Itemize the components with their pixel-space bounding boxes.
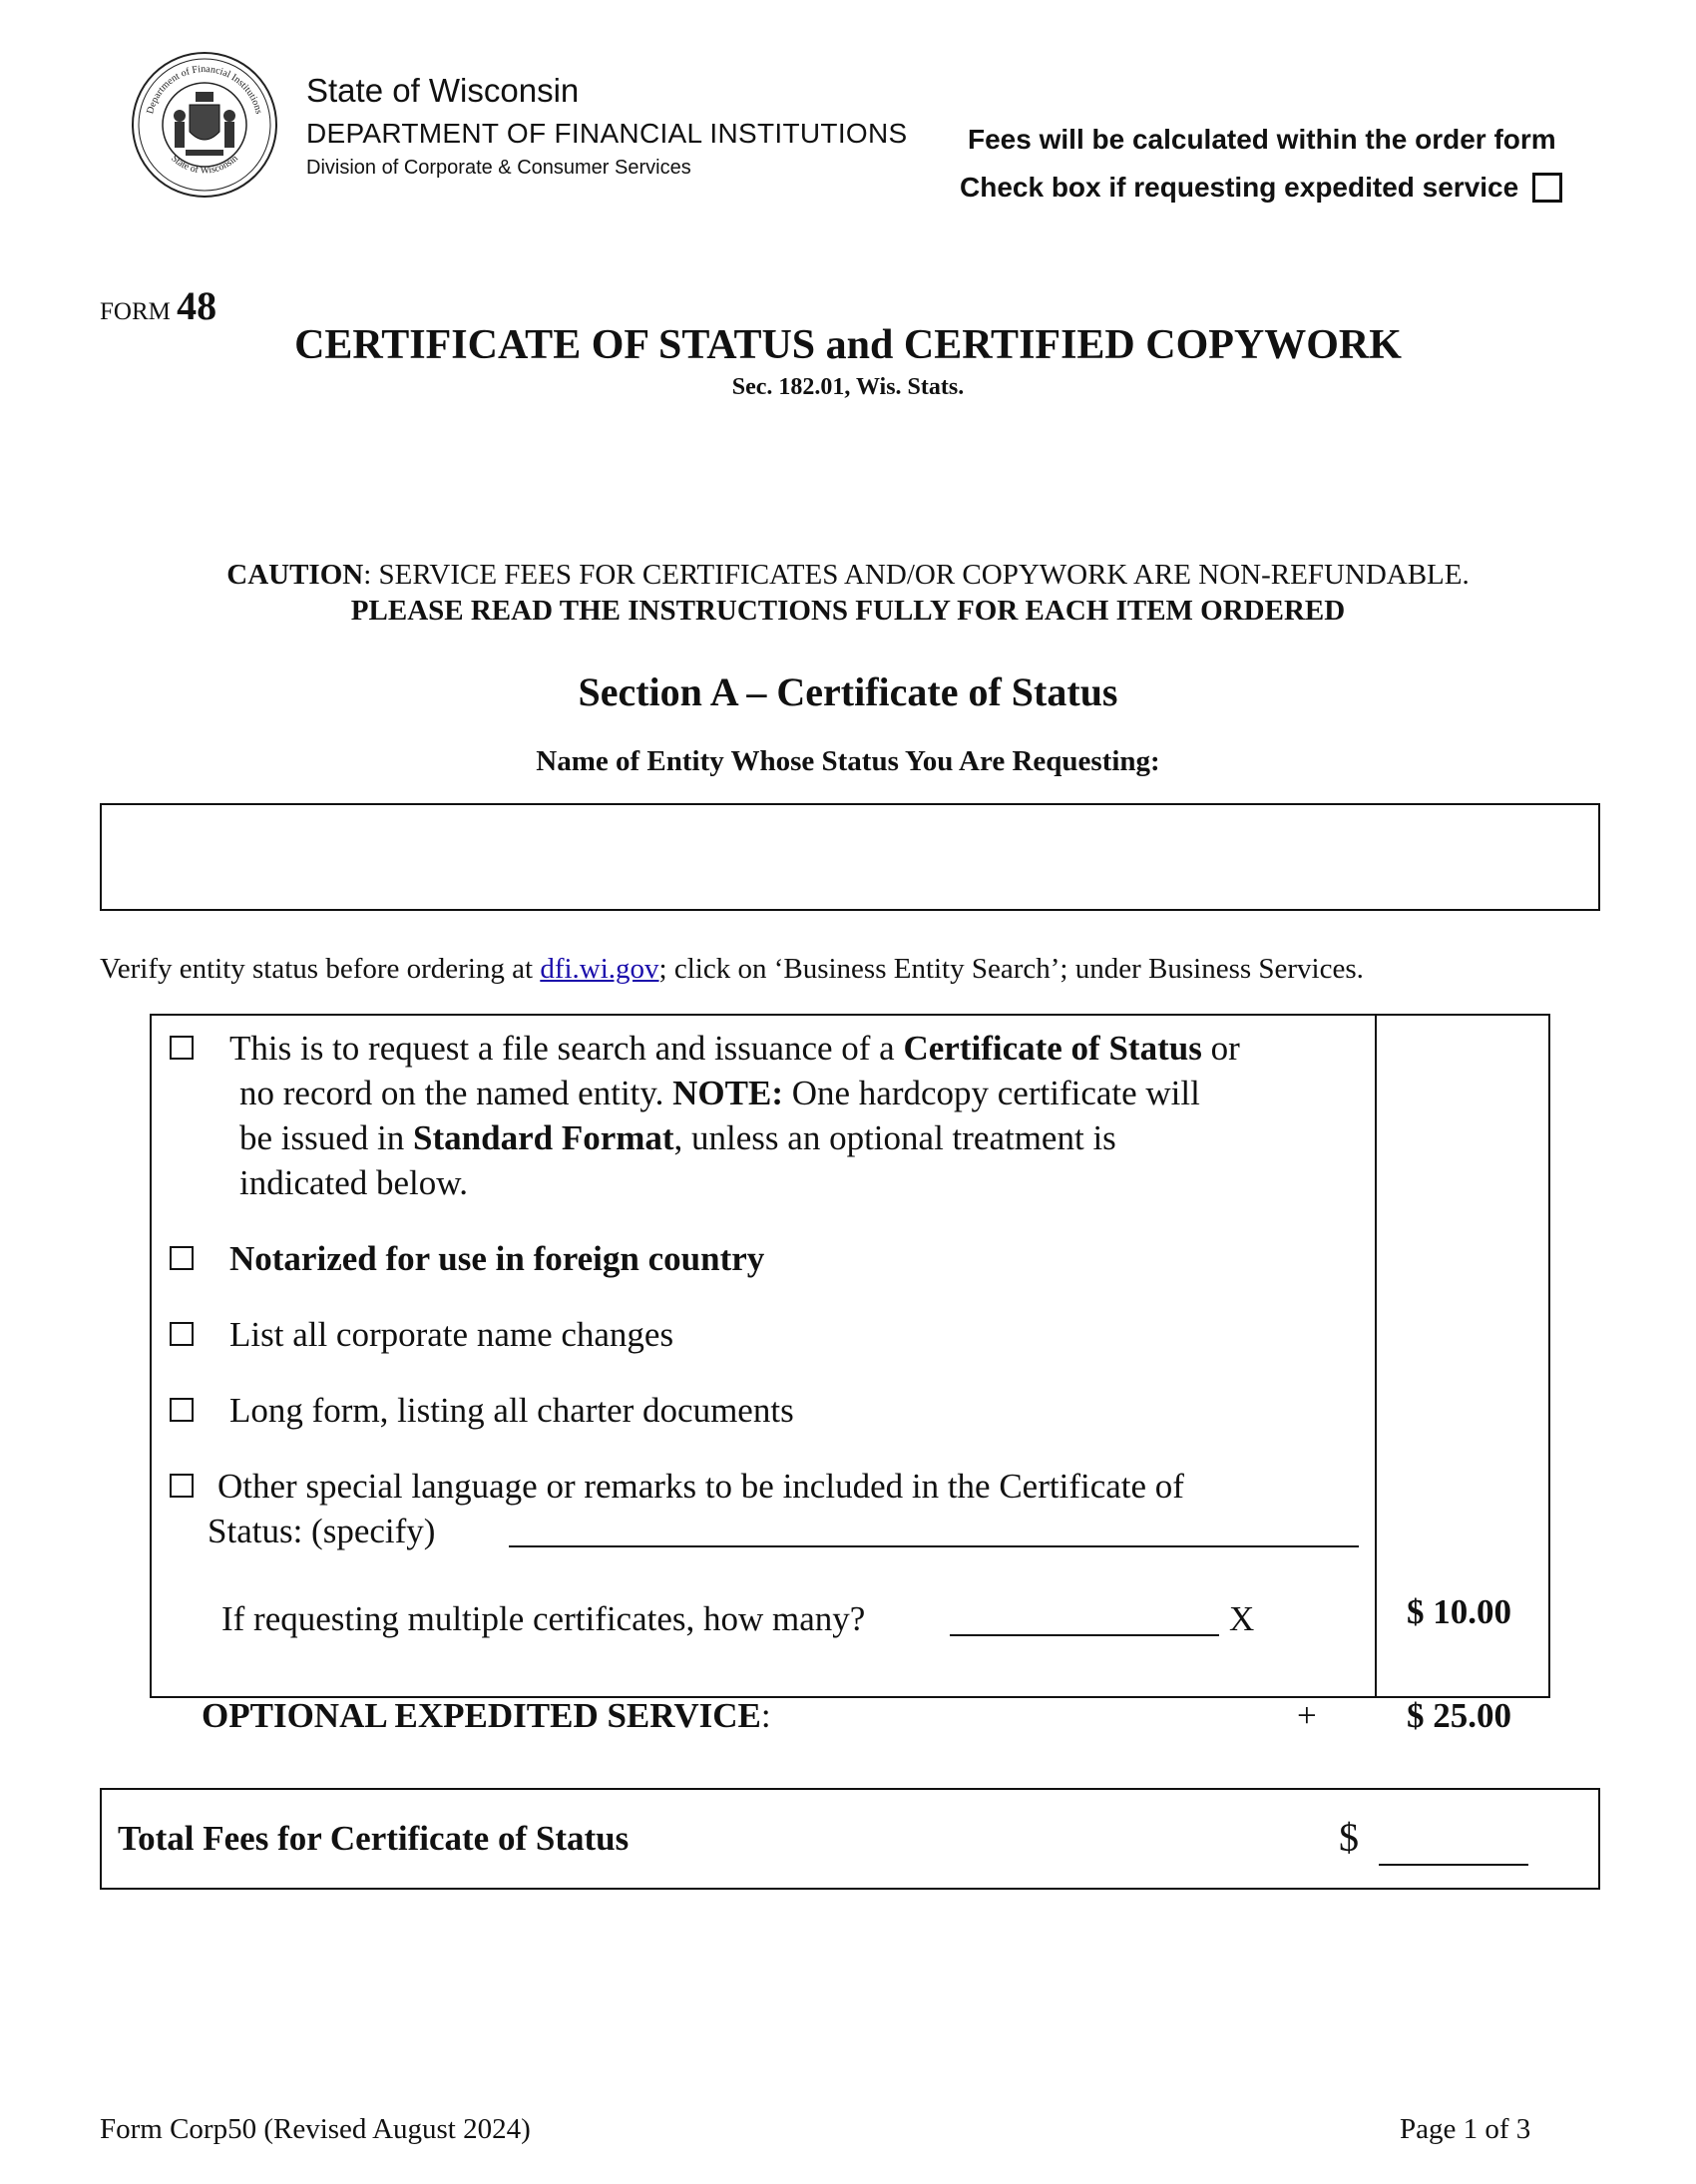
agency-department-name: DEPARTMENT OF FINANCIAL INSTITUTIONS bbox=[306, 118, 908, 149]
certificate-request-line2 bbox=[239, 1071, 1200, 1115]
note-label: NOTE: bbox=[672, 1074, 783, 1112]
expedited-fee: $ 25.00 bbox=[1407, 1696, 1511, 1735]
expedited-service-label bbox=[202, 1696, 771, 1736]
total-currency-symbol: $ bbox=[1339, 1815, 1359, 1860]
notarized-label: Notarized for use in foreign country bbox=[229, 1239, 765, 1278]
form-statute: Sec. 182.01, Wis. Stats. bbox=[731, 374, 965, 400]
state-seal-logo bbox=[130, 50, 279, 200]
svg-text:State of Wisconsin: State of Wisconsin bbox=[169, 153, 240, 177]
long-form-checkbox[interactable] bbox=[170, 1398, 194, 1422]
agency-state-name: State of Wisconsin bbox=[306, 72, 580, 109]
total-fees-label: Total Fees for Certificate of Status bbox=[118, 1819, 630, 1858]
standard-format-term: Standard Format bbox=[413, 1118, 674, 1157]
other-remarks-checkbox[interactable] bbox=[170, 1474, 194, 1498]
caution-text: : SERVICE FEES FOR CERTIFICATES AND/OR COPYWORK ARE NON-REFUNDABLE. bbox=[363, 559, 1470, 591]
form-title: CERTIFICATE OF STATUS and CERTIFIED COPYWORK bbox=[294, 322, 1402, 368]
entity-name-input[interactable] bbox=[100, 803, 1600, 911]
verify-status-instruction bbox=[100, 953, 1364, 986]
caution-line bbox=[0, 559, 1696, 592]
section-a-title: Section A – Certificate of Status bbox=[578, 669, 1118, 714]
certificate-request-line1 bbox=[229, 1026, 1240, 1071]
name-changes-checkbox[interactable] bbox=[170, 1322, 194, 1346]
expedite-request-row bbox=[960, 172, 1562, 204]
multiply-symbol: X bbox=[1229, 1599, 1255, 1638]
certificate-request-text: This is to request a file search and issuance of a bbox=[229, 1029, 904, 1068]
certificate-request-text: no record on the named entity. bbox=[239, 1074, 673, 1112]
certificate-fee: $ 10.00 bbox=[1407, 1592, 1511, 1631]
notarized-checkbox[interactable] bbox=[170, 1246, 194, 1270]
certificate-request-line3 bbox=[239, 1115, 1116, 1160]
verify-prefix: Verify entity status before ordering at bbox=[100, 953, 541, 985]
caution-instruction: PLEASE READ THE INSTRUCTIONS FULLY FOR EACH ITEM ORDERED bbox=[350, 595, 1346, 627]
multiple-certificates-input[interactable] bbox=[950, 1592, 1219, 1636]
agency-division-name: Division of Corporate & Consumer Services bbox=[306, 157, 691, 179]
entity-name-label: Name of Entity Whose Status You Are Requesting: bbox=[536, 745, 1160, 777]
fees-note: Fees will be calculated within the order form bbox=[968, 124, 1556, 155]
other-remarks-label: Other special language or remarks to be included in the Certificate of bbox=[217, 1467, 1184, 1506]
long-form-label: Long form, listing all charter documents bbox=[229, 1391, 794, 1430]
plus-symbol: + bbox=[1297, 1696, 1317, 1735]
expedite-request-checkbox[interactable] bbox=[1532, 173, 1562, 203]
verify-suffix: ; click on ‘Business Entity Search’; under Business Services. bbox=[658, 953, 1364, 985]
certificate-request-text: be issued in bbox=[239, 1118, 414, 1157]
form-revision-footer: Form Corp50 (Revised August 2024) bbox=[100, 2113, 531, 2145]
certificate-request-text: , unless an optional treatment is bbox=[673, 1118, 1116, 1157]
page-number-footer: Page 1 of 3 bbox=[1400, 2113, 1531, 2145]
certificate-request-checkbox[interactable] bbox=[170, 1036, 194, 1060]
svg-text:Department of Financial Instit: Department of Financial Institutions bbox=[145, 63, 264, 116]
other-remarks-specify-label: Status: (specify) bbox=[208, 1512, 436, 1550]
expedited-service-colon: : bbox=[760, 1696, 771, 1735]
certificate-request-line4: indicated below. bbox=[239, 1163, 469, 1202]
certificate-of-status-term: Certificate of Status bbox=[903, 1029, 1202, 1068]
multiple-certificates-label: If requesting multiple certificates, how many? bbox=[221, 1599, 866, 1638]
caution-label: CAUTION bbox=[226, 559, 364, 591]
total-fees-input[interactable] bbox=[1379, 1820, 1528, 1866]
expedited-service-text: OPTIONAL EXPEDITED SERVICE bbox=[202, 1696, 761, 1735]
name-changes-label: List all corporate name changes bbox=[229, 1315, 674, 1354]
other-remarks-input[interactable] bbox=[509, 1504, 1359, 1547]
form-prefix: FORM bbox=[100, 298, 171, 325]
certificate-request-text: or bbox=[1201, 1029, 1240, 1068]
form-number: 48 bbox=[177, 283, 217, 328]
fee-column-divider bbox=[1375, 1014, 1377, 1698]
certificate-request-text: One hardcopy certificate will bbox=[782, 1074, 1200, 1112]
expedite-request-label: Check box if requesting expedited service bbox=[960, 172, 1519, 203]
dfi-website-link[interactable]: dfi.wi.gov bbox=[540, 953, 659, 985]
